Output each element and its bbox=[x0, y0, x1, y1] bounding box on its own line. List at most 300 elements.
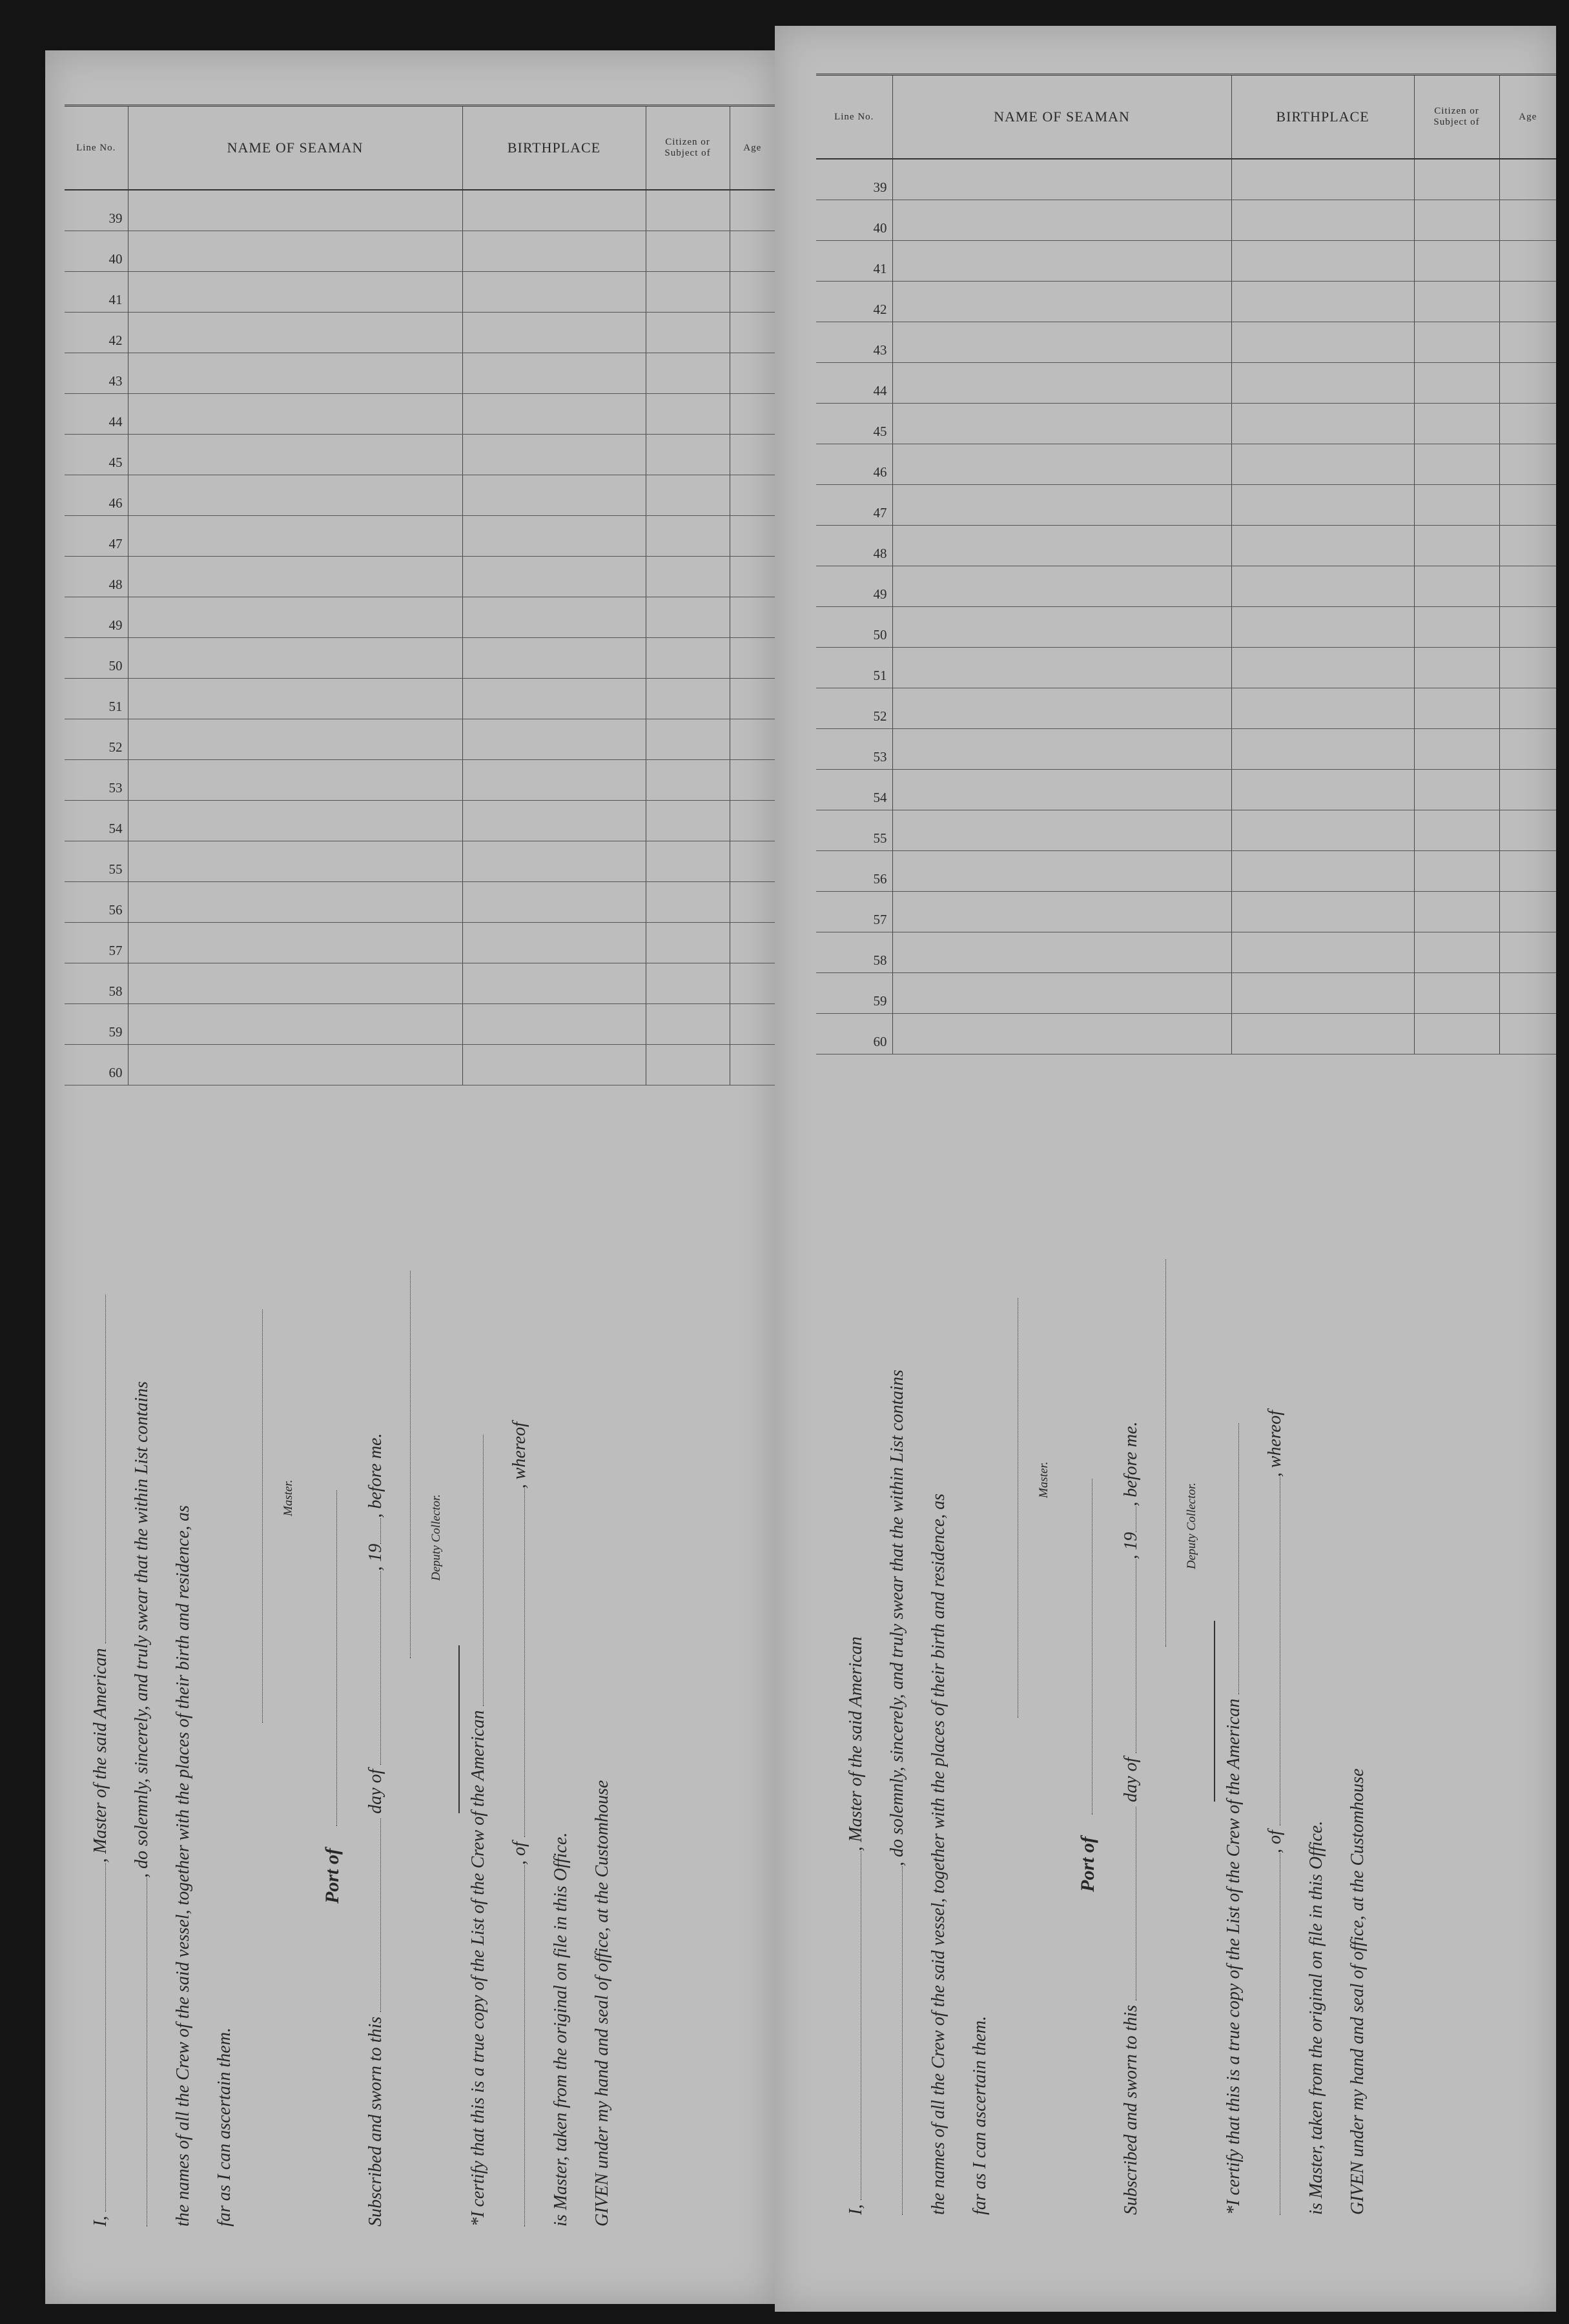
birthplace-cell[interactable] bbox=[462, 679, 646, 719]
certify-line bbox=[1224, 1259, 1265, 2215]
citizen-cell[interactable] bbox=[1414, 770, 1499, 810]
master-signature-line[interactable] bbox=[262, 1310, 263, 1723]
age-cell[interactable] bbox=[1499, 282, 1556, 322]
birthplace-cell[interactable] bbox=[1231, 932, 1414, 973]
line-number-cell bbox=[816, 404, 892, 444]
age-cell[interactable] bbox=[730, 231, 775, 272]
line-number: 43 bbox=[873, 342, 887, 358]
line-number-cell bbox=[65, 557, 128, 597]
seaman-name-cell[interactable] bbox=[892, 566, 1231, 607]
line-number-cell bbox=[816, 932, 892, 973]
seaman-name-cell[interactable] bbox=[892, 810, 1231, 851]
citizen-cell[interactable] bbox=[646, 923, 730, 963]
age-cell[interactable] bbox=[1499, 200, 1556, 241]
table-row bbox=[816, 729, 1556, 770]
seaman-name-cell[interactable] bbox=[128, 801, 462, 841]
birthplace-cell[interactable] bbox=[462, 353, 646, 394]
seaman-name-cell[interactable] bbox=[128, 394, 462, 435]
month-field[interactable] bbox=[1123, 1559, 1136, 1753]
citizen-cell[interactable] bbox=[1414, 159, 1499, 200]
birthplace-cell[interactable] bbox=[462, 882, 646, 923]
line-number: 57 bbox=[108, 943, 123, 958]
age-cell[interactable] bbox=[1499, 892, 1556, 932]
seaman-name-cell[interactable] bbox=[892, 607, 1231, 648]
birthplace-cell[interactable] bbox=[1231, 607, 1414, 648]
is-master-line bbox=[551, 1271, 592, 2226]
birthplace-cell[interactable] bbox=[1231, 363, 1414, 404]
line-number: 39 bbox=[873, 180, 887, 195]
birthplace-cell[interactable] bbox=[1231, 566, 1414, 607]
citizen-cell[interactable] bbox=[646, 353, 730, 394]
birthplace-cell[interactable] bbox=[462, 1004, 646, 1045]
line-number-cell bbox=[816, 607, 892, 648]
citizen-cell[interactable] bbox=[646, 760, 730, 801]
seaman-name-cell[interactable] bbox=[128, 231, 462, 272]
oath-line-4 bbox=[970, 1259, 1011, 2215]
crew-list-table bbox=[65, 105, 775, 1085]
seaman-name-cell[interactable] bbox=[892, 851, 1231, 892]
birthplace-cell[interactable] bbox=[1231, 322, 1414, 363]
seaman-name-cell[interactable] bbox=[128, 313, 462, 353]
line-number: 53 bbox=[108, 780, 123, 796]
seaman-name-cell[interactable] bbox=[892, 444, 1231, 485]
table-row bbox=[65, 679, 775, 719]
birthplace-cell[interactable] bbox=[1231, 526, 1414, 566]
age-cell[interactable] bbox=[730, 597, 775, 638]
age-cell[interactable] bbox=[1499, 444, 1556, 485]
table-row bbox=[816, 607, 1556, 648]
age-cell[interactable] bbox=[1499, 1014, 1556, 1054]
citizen-cell[interactable] bbox=[1414, 851, 1499, 892]
line-number-cell bbox=[816, 363, 892, 404]
line-number-cell bbox=[816, 892, 892, 932]
oath-line-3 bbox=[173, 1271, 214, 2226]
line-number: 45 bbox=[873, 424, 887, 439]
seaman-name-cell[interactable] bbox=[128, 882, 462, 923]
line-number-cell bbox=[65, 801, 128, 841]
birthplace-cell[interactable] bbox=[1231, 770, 1414, 810]
line-number-cell bbox=[65, 272, 128, 313]
line-number-cell bbox=[65, 923, 128, 963]
citizen-cell[interactable] bbox=[1414, 282, 1499, 322]
certify-vessel-field[interactable] bbox=[1225, 1423, 1239, 1694]
citizen-cell[interactable] bbox=[1414, 892, 1499, 932]
table-row bbox=[816, 770, 1556, 810]
table-row bbox=[816, 241, 1556, 282]
deputy-signature-row bbox=[1162, 1259, 1224, 2215]
seaman-name-cell[interactable] bbox=[128, 353, 462, 394]
line-number: 48 bbox=[873, 546, 887, 561]
seaman-name-cell[interactable] bbox=[128, 638, 462, 679]
birthplace-cell[interactable] bbox=[1231, 241, 1414, 282]
citizen-cell[interactable] bbox=[646, 394, 730, 435]
age-cell[interactable] bbox=[1499, 932, 1556, 973]
seaman-name-cell[interactable] bbox=[128, 963, 462, 1004]
table-row bbox=[816, 932, 1556, 973]
seaman-name-cell[interactable] bbox=[892, 932, 1231, 973]
birthplace-cell[interactable] bbox=[1231, 1014, 1414, 1054]
age-cell[interactable] bbox=[730, 841, 775, 882]
table-row bbox=[65, 882, 775, 923]
month-field[interactable] bbox=[367, 1571, 381, 1765]
age-cell[interactable] bbox=[1499, 729, 1556, 770]
birthplace-cell[interactable] bbox=[462, 435, 646, 475]
citizen-cell[interactable] bbox=[1414, 932, 1499, 973]
citizen-cell[interactable] bbox=[1414, 648, 1499, 688]
certify-text: *I certify that this is a true copy of the List of the Crew of the American bbox=[468, 1710, 488, 2226]
line-number: 54 bbox=[873, 790, 887, 805]
line-number-cell bbox=[816, 444, 892, 485]
citizen-cell[interactable] bbox=[1414, 1014, 1499, 1054]
birthplace-cell[interactable] bbox=[462, 313, 646, 353]
age-cell[interactable] bbox=[730, 313, 775, 353]
divider-rule bbox=[458, 1645, 460, 1813]
port-of-vessel-field[interactable] bbox=[1267, 1477, 1280, 1825]
citizen-cell[interactable] bbox=[1414, 404, 1499, 444]
table-row bbox=[65, 963, 775, 1004]
citizen-cell[interactable] bbox=[646, 435, 730, 475]
line-number: 54 bbox=[108, 821, 123, 836]
seaman-name-cell[interactable] bbox=[128, 435, 462, 475]
age-cell[interactable] bbox=[730, 1004, 775, 1045]
line-number: 41 bbox=[873, 261, 887, 276]
seaman-name-cell[interactable] bbox=[128, 597, 462, 638]
table-row bbox=[65, 475, 775, 516]
line-number: 60 bbox=[873, 1034, 887, 1049]
birthplace-cell[interactable] bbox=[462, 801, 646, 841]
citizen-cell[interactable] bbox=[646, 963, 730, 1004]
day-field[interactable] bbox=[367, 1818, 381, 2012]
birthplace-cell[interactable] bbox=[462, 597, 646, 638]
birthplace-cell[interactable] bbox=[1231, 688, 1414, 729]
birthplace-cell[interactable] bbox=[1231, 404, 1414, 444]
oath-far-as-text: far as I can ascertain them. bbox=[214, 2028, 234, 2226]
table-row bbox=[65, 190, 775, 231]
oath-line-2 bbox=[132, 1271, 173, 2226]
citizen-cell[interactable] bbox=[1414, 526, 1499, 566]
citizen-cell[interactable] bbox=[646, 557, 730, 597]
table-row bbox=[816, 282, 1556, 322]
table-row bbox=[816, 851, 1556, 892]
seaman-name-cell[interactable] bbox=[128, 1004, 462, 1045]
line-number: 43 bbox=[108, 373, 123, 389]
is-master-text: is Master, taken from the original on file in this Office. bbox=[1306, 1820, 1326, 2215]
age-cell[interactable] bbox=[1499, 322, 1556, 363]
seaman-name-cell[interactable] bbox=[128, 679, 462, 719]
age-cell[interactable] bbox=[1499, 404, 1556, 444]
seaman-name-cell[interactable] bbox=[892, 485, 1231, 526]
of-text: , of bbox=[1265, 1830, 1285, 1853]
citizen-cell[interactable] bbox=[646, 597, 730, 638]
birthplace-cell[interactable] bbox=[1231, 729, 1414, 770]
of-text: , of bbox=[509, 1842, 529, 1865]
line-number-cell bbox=[816, 200, 892, 241]
birthplace-cell[interactable] bbox=[462, 760, 646, 801]
citizen-cell[interactable] bbox=[646, 231, 730, 272]
master-name-field[interactable] bbox=[92, 1863, 106, 2212]
seaman-name-cell[interactable] bbox=[128, 272, 462, 313]
line-number: 45 bbox=[108, 455, 123, 470]
vessel-name-field-2[interactable] bbox=[134, 1878, 147, 2226]
seaman-name-cell[interactable] bbox=[128, 190, 462, 231]
birthplace-cell[interactable] bbox=[1231, 810, 1414, 851]
age-cell[interactable] bbox=[1499, 810, 1556, 851]
table-row bbox=[816, 688, 1556, 729]
age-cell[interactable] bbox=[730, 190, 775, 231]
age-cell[interactable] bbox=[730, 963, 775, 1004]
port-of-vessel-field[interactable] bbox=[511, 1488, 525, 1837]
seaman-name-cell[interactable] bbox=[892, 1014, 1231, 1054]
seaman-name-cell[interactable] bbox=[128, 475, 462, 516]
oath-i-text: I, bbox=[90, 2216, 110, 2226]
birthplace-cell[interactable] bbox=[462, 719, 646, 760]
seaman-name-cell[interactable] bbox=[892, 729, 1231, 770]
line-number: 53 bbox=[873, 749, 887, 765]
age-cell[interactable] bbox=[730, 435, 775, 475]
line-number: 60 bbox=[108, 1065, 123, 1080]
citizen-cell[interactable] bbox=[1414, 485, 1499, 526]
line-number-cell bbox=[816, 851, 892, 892]
citizen-cell[interactable] bbox=[646, 1004, 730, 1045]
line-number: 57 bbox=[873, 912, 887, 927]
age-cell[interactable] bbox=[1499, 607, 1556, 648]
line-number: 47 bbox=[108, 536, 123, 551]
age-cell[interactable] bbox=[730, 882, 775, 923]
age-cell[interactable] bbox=[730, 679, 775, 719]
citizen-cell[interactable] bbox=[646, 516, 730, 557]
citizen-cell[interactable] bbox=[1414, 200, 1499, 241]
age-cell[interactable] bbox=[1499, 648, 1556, 688]
deputy-collector-label: Deputy Collector. bbox=[1185, 1482, 1198, 1569]
seaman-name-cell[interactable] bbox=[128, 719, 462, 760]
birthplace-cell[interactable] bbox=[462, 557, 646, 597]
birthplace-cell[interactable] bbox=[1231, 485, 1414, 526]
seaman-name-cell[interactable] bbox=[892, 526, 1231, 566]
age-cell[interactable] bbox=[1499, 566, 1556, 607]
line-number: 48 bbox=[108, 577, 123, 592]
oath-solemnly-text: , do solemnly, sincerely, and truly swear that the within List contains bbox=[132, 1381, 152, 1878]
line-number-cell bbox=[65, 882, 128, 923]
whereof-text: , whereof bbox=[509, 1422, 529, 1489]
line-number-cell bbox=[65, 1004, 128, 1045]
deputy-collector-signature-line[interactable] bbox=[410, 1271, 411, 1658]
line-number-cell bbox=[816, 688, 892, 729]
birthplace-cell[interactable] bbox=[1231, 851, 1414, 892]
birthplace-cell[interactable] bbox=[462, 394, 646, 435]
master-name-field[interactable] bbox=[848, 1851, 861, 2200]
seaman-name-cell[interactable] bbox=[128, 1045, 462, 1085]
birthplace-cell[interactable] bbox=[462, 272, 646, 313]
age-cell[interactable] bbox=[1499, 688, 1556, 729]
table-row bbox=[816, 200, 1556, 241]
seaman-name-cell[interactable] bbox=[892, 200, 1231, 241]
citizen-cell[interactable] bbox=[1414, 322, 1499, 363]
line-number-cell bbox=[65, 313, 128, 353]
citizen-cell[interactable] bbox=[1414, 363, 1499, 404]
line-number: 55 bbox=[873, 830, 887, 846]
citizen-cell[interactable] bbox=[646, 719, 730, 760]
seaman-name-cell[interactable] bbox=[892, 322, 1231, 363]
table-row bbox=[65, 923, 775, 963]
seaman-name-cell[interactable] bbox=[128, 841, 462, 882]
birthplace-cell[interactable] bbox=[462, 475, 646, 516]
seaman-name-cell[interactable] bbox=[892, 282, 1231, 322]
day-field[interactable] bbox=[1123, 1807, 1136, 2000]
citizen-cell[interactable] bbox=[1414, 973, 1499, 1014]
table-row bbox=[816, 159, 1556, 200]
oath-master-of-text: , Master of the said American bbox=[90, 1648, 110, 1863]
line-number-cell bbox=[816, 282, 892, 322]
certify-vessel-field[interactable] bbox=[470, 1435, 484, 1706]
seaman-name-cell[interactable] bbox=[892, 688, 1231, 729]
citizen-cell[interactable] bbox=[1414, 566, 1499, 607]
birthplace-cell[interactable] bbox=[462, 963, 646, 1004]
age-cell[interactable] bbox=[730, 719, 775, 760]
age-cell[interactable] bbox=[730, 272, 775, 313]
table-row bbox=[65, 353, 775, 394]
deputy-collector-signature-line[interactable] bbox=[1165, 1259, 1166, 1647]
line-number-cell bbox=[65, 679, 128, 719]
seaman-name-cell[interactable] bbox=[892, 892, 1231, 932]
age-cell[interactable] bbox=[1499, 770, 1556, 810]
birthplace-cell[interactable] bbox=[462, 841, 646, 882]
table-row bbox=[65, 801, 775, 841]
birthplace-cell[interactable] bbox=[1231, 648, 1414, 688]
year-field[interactable] bbox=[1123, 1506, 1136, 1532]
given-text: GIVEN under my hand and seal of office, at the Customhouse bbox=[1348, 1768, 1368, 2215]
citizen-cell[interactable] bbox=[1414, 444, 1499, 485]
seaman-name-cell[interactable] bbox=[128, 760, 462, 801]
citizen-cell[interactable] bbox=[646, 801, 730, 841]
line-number-cell bbox=[65, 190, 128, 231]
citizen-cell[interactable] bbox=[646, 313, 730, 353]
vessel-name-field[interactable] bbox=[92, 1295, 106, 1643]
citizen-cell[interactable] bbox=[646, 1045, 730, 1085]
age-cell[interactable] bbox=[730, 394, 775, 435]
whereof-text: , whereof bbox=[1265, 1410, 1285, 1477]
citizen-cell[interactable] bbox=[646, 475, 730, 516]
citizen-cell[interactable] bbox=[646, 638, 730, 679]
birthplace-cell[interactable] bbox=[462, 516, 646, 557]
age-cell[interactable] bbox=[730, 516, 775, 557]
age-cell[interactable] bbox=[1499, 485, 1556, 526]
table-row bbox=[816, 892, 1556, 932]
citizen-cell[interactable] bbox=[1414, 810, 1499, 851]
seaman-name-cell[interactable] bbox=[128, 516, 462, 557]
line-number-cell bbox=[65, 435, 128, 475]
header-line-no: Line No. bbox=[816, 75, 892, 159]
birthplace-cell[interactable] bbox=[462, 1045, 646, 1085]
birthplace-cell[interactable] bbox=[462, 923, 646, 963]
seaman-name-cell[interactable] bbox=[892, 770, 1231, 810]
table-row bbox=[816, 363, 1556, 404]
citizen-cell[interactable] bbox=[646, 841, 730, 882]
age-cell[interactable] bbox=[730, 760, 775, 801]
port-field[interactable] bbox=[336, 1490, 337, 1826]
birthplace-cell[interactable] bbox=[462, 638, 646, 679]
vessel-name-field[interactable] bbox=[889, 1866, 903, 2215]
line-number-cell bbox=[65, 963, 128, 1004]
age-cell[interactable] bbox=[730, 801, 775, 841]
table-row bbox=[65, 394, 775, 435]
before-me-text: , before me. bbox=[1121, 1421, 1141, 1506]
table-row bbox=[65, 435, 775, 475]
citizen-cell[interactable] bbox=[1414, 729, 1499, 770]
line-number-cell bbox=[65, 475, 128, 516]
port-of-label: Port of bbox=[1077, 1836, 1098, 1892]
age-cell[interactable] bbox=[730, 475, 775, 516]
oath-line-1 bbox=[846, 1259, 887, 2215]
seaman-name-cell[interactable] bbox=[892, 363, 1231, 404]
port-row bbox=[1063, 1259, 1121, 2215]
vessel-of-field[interactable] bbox=[1267, 1853, 1280, 2215]
citizen-cell[interactable] bbox=[646, 272, 730, 313]
age-cell[interactable] bbox=[1499, 363, 1556, 404]
line-number: 52 bbox=[108, 739, 123, 755]
table-row bbox=[65, 272, 775, 313]
seaman-name-cell[interactable] bbox=[128, 557, 462, 597]
birthplace-cell[interactable] bbox=[1231, 892, 1414, 932]
seaman-name-cell[interactable] bbox=[892, 404, 1231, 444]
birthplace-cell[interactable] bbox=[462, 231, 646, 272]
age-cell[interactable] bbox=[730, 353, 775, 394]
age-cell[interactable] bbox=[1499, 851, 1556, 892]
header-birthplace: BIRTHPLACE bbox=[462, 106, 646, 190]
before-me-text: , before me. bbox=[365, 1433, 385, 1518]
citizen-cell[interactable] bbox=[646, 679, 730, 719]
seaman-name-cell[interactable] bbox=[892, 159, 1231, 200]
seaman-name-cell[interactable] bbox=[892, 648, 1231, 688]
citizen-cell[interactable] bbox=[1414, 688, 1499, 729]
table-row bbox=[816, 648, 1556, 688]
line-number: 59 bbox=[108, 1024, 123, 1040]
age-cell[interactable] bbox=[1499, 526, 1556, 566]
year-field[interactable] bbox=[367, 1518, 381, 1544]
oath-section bbox=[846, 1259, 1389, 2215]
subscribed-line bbox=[1121, 1259, 1162, 2215]
age-cell[interactable] bbox=[730, 557, 775, 597]
birthplace-cell[interactable] bbox=[1231, 200, 1414, 241]
birthplace-cell[interactable] bbox=[1231, 159, 1414, 200]
seaman-name-cell[interactable] bbox=[892, 241, 1231, 282]
citizen-cell[interactable] bbox=[646, 882, 730, 923]
citizen-cell[interactable] bbox=[1414, 607, 1499, 648]
line-number: 56 bbox=[873, 871, 887, 887]
age-cell[interactable] bbox=[1499, 241, 1556, 282]
citizen-cell[interactable] bbox=[1414, 241, 1499, 282]
age-cell[interactable] bbox=[1499, 159, 1556, 200]
birthplace-cell[interactable] bbox=[1231, 282, 1414, 322]
age-cell[interactable] bbox=[730, 1045, 775, 1085]
age-cell[interactable] bbox=[730, 638, 775, 679]
table-row bbox=[65, 1045, 775, 1085]
birthplace-cell[interactable] bbox=[1231, 973, 1414, 1014]
citizen-cell[interactable] bbox=[646, 190, 730, 231]
table-row bbox=[65, 841, 775, 882]
birthplace-cell[interactable] bbox=[462, 190, 646, 231]
is-master-text: is Master, taken from the original on file in this Office. bbox=[551, 1832, 571, 2226]
oath-i-text: I, bbox=[846, 2204, 866, 2215]
vessel-of-field[interactable] bbox=[511, 1865, 525, 2226]
age-cell[interactable] bbox=[730, 923, 775, 963]
birthplace-cell[interactable] bbox=[1231, 444, 1414, 485]
age-cell[interactable] bbox=[1499, 973, 1556, 1014]
table-row bbox=[816, 444, 1556, 485]
whereof-line bbox=[509, 1271, 551, 2226]
line-number: 40 bbox=[108, 251, 123, 267]
seaman-name-cell[interactable] bbox=[128, 923, 462, 963]
seaman-name-cell[interactable] bbox=[892, 973, 1231, 1014]
